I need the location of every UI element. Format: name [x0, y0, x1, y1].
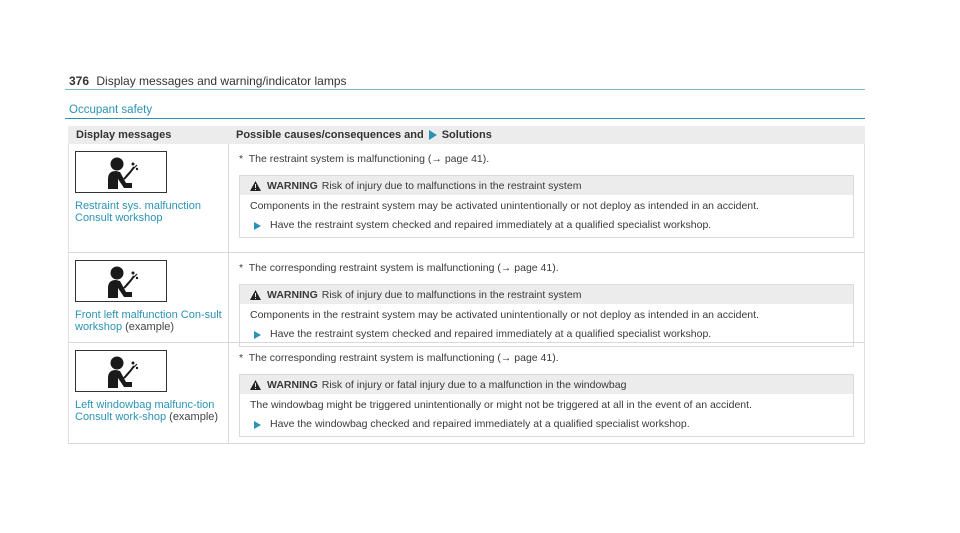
warning-body	[240, 195, 853, 237]
solution-step: Have the restraint system checked and repaired immediately at a qualified specialist workshop.	[250, 219, 843, 232]
solution-step: Have the windowbag checked and repaired immediately at a qualified specialist workshop.	[250, 418, 843, 431]
step-arrow-icon	[254, 331, 261, 339]
warning-label: WARNING	[267, 179, 318, 192]
table-row	[68, 343, 865, 444]
cause-text: * The restraint system is malfunctioning (→ page 41).	[239, 153, 490, 165]
warning-description: Components in the restraint system may be activated unintentionally or not deploy as intended in an accident.	[250, 309, 759, 321]
airbag-icon	[75, 260, 167, 302]
causes-cell	[229, 253, 864, 342]
section-title: Occupant safety	[69, 104, 153, 116]
warning-triangle-icon	[250, 290, 261, 300]
warning-box	[239, 284, 854, 347]
warning-label: WARNING	[267, 378, 318, 391]
display-message-text: Front left malfunction Con-sult workshop (example)	[75, 309, 222, 333]
arrow-right-icon	[429, 130, 437, 140]
causes-cell	[229, 343, 864, 443]
step-arrow-icon	[254, 421, 261, 429]
table-header	[68, 126, 865, 144]
page-number: 376	[69, 74, 90, 88]
warning-body	[240, 394, 853, 436]
messages-table	[68, 126, 865, 444]
warning-title: Risk of injury or fatal injury due to a malfunction in the windowbag	[321, 378, 627, 391]
warning-triangle-icon	[250, 181, 261, 191]
col-header-causes	[228, 129, 492, 141]
table-row	[68, 253, 865, 343]
display-message-cell	[69, 253, 229, 342]
warning-label: WARNING	[267, 288, 318, 301]
step-arrow-icon	[254, 222, 261, 230]
cause-text: * The corresponding restraint system is malfunctioning (→ page 41).	[239, 352, 559, 364]
display-message-cell	[69, 144, 229, 252]
cause-text: * The corresponding restraint system is malfunctioning (→ page 41).	[239, 262, 559, 274]
chapter-title: Display messages and warning/indicator lamps	[96, 74, 347, 88]
col-header-display-messages: Display messages	[76, 129, 172, 141]
table-row	[68, 144, 865, 253]
warning-header	[240, 285, 853, 304]
warning-description: The windowbag might be triggered unintentionally or might not be triggered at all in the event of an accident.	[250, 399, 752, 411]
warning-description: Components in the restraint system may be activated unintentionally or not deploy as intended in an accident.	[250, 200, 759, 212]
airbag-icon	[75, 151, 167, 193]
section-divider	[65, 118, 865, 119]
header-divider	[65, 89, 865, 90]
solution-step: Have the restraint system checked and repaired immediately at a qualified specialist workshop.	[250, 328, 843, 341]
warning-body	[240, 304, 853, 346]
warning-header	[240, 176, 853, 195]
warning-triangle-icon	[250, 380, 261, 390]
causes-cell	[229, 144, 864, 252]
warning-title: Risk of injury due to malfunctions in the restraint system	[321, 288, 582, 301]
display-message-text: Restraint sys. malfunction Consult workshop	[75, 200, 201, 224]
warning-box	[239, 175, 854, 238]
page-header	[69, 74, 347, 88]
warning-title: Risk of injury due to malfunctions in the restraint system	[321, 179, 582, 192]
col-header-solutions-label: Solutions	[441, 129, 492, 141]
airbag-icon	[75, 350, 167, 392]
col-header-causes-label: Possible causes/consequences and	[236, 129, 424, 141]
warning-header	[240, 375, 853, 394]
warning-box	[239, 374, 854, 437]
display-message-cell	[69, 343, 229, 443]
display-message-text: Left windowbag malfunc-tion Consult work-shop (example)	[75, 399, 219, 423]
